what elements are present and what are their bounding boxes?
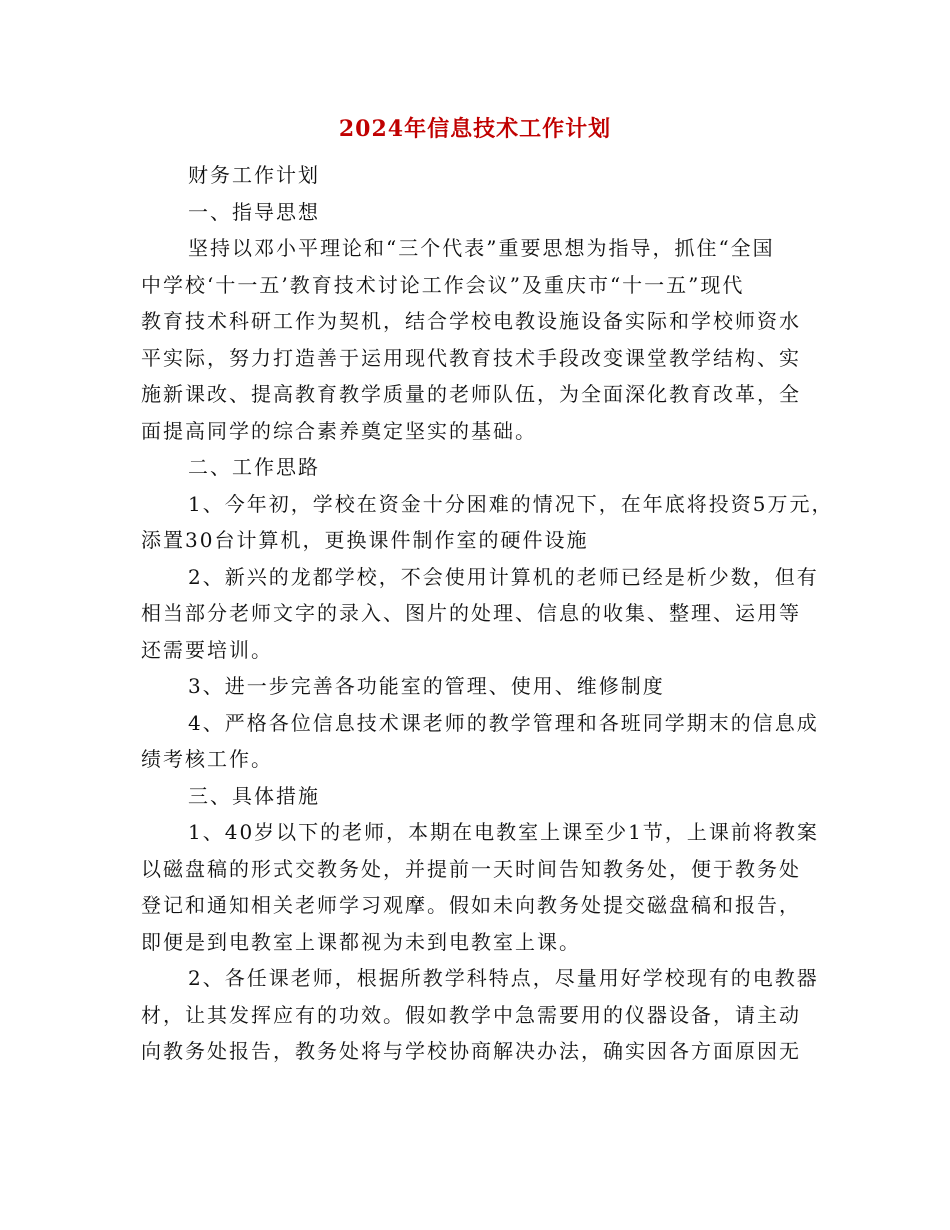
section-heading: 三、具体措施 xyxy=(188,783,320,808)
paragraph-line: 1、40岁以下的老师，本期在电教室上课至少1节，上课前将教案 xyxy=(188,820,819,844)
document-title: 2024年信息技术工作计划 xyxy=(338,116,612,142)
section-heading: 一、指导思想 xyxy=(188,199,320,224)
paragraph-line: 添置30台计算机，更换课件制作室的硬件设施 xyxy=(141,528,589,552)
paragraph-line: 坚持以邓小平理论和“三个代表”重要思想为指导，抓住“全国 xyxy=(188,236,775,260)
paragraph-line: 4、严格各位信息技术课老师的教学管理和各班同学期末的信息成 xyxy=(188,710,819,735)
paragraph-line: 绩考核工作。 xyxy=(141,747,273,771)
document-body xyxy=(141,157,834,1070)
paragraph-line: 1、今年初，学校在资金十分困难的情况下，在年底将投资5万元， xyxy=(188,491,834,516)
paragraph-heading: 财务工作计划 xyxy=(188,163,320,187)
paragraph-line: 2、新兴的龙都学校，不会使用计算机的老师已经是析少数，但有 xyxy=(188,564,819,589)
paragraph-line: 中学校‘十一五’教育技术讨论工作会议”及重庆市“十一五”现代 xyxy=(141,272,745,297)
paragraph-line: 面提高同学的综合素养奠定坚实的基础。 xyxy=(141,418,537,443)
paragraph-line: 施新课改、提高教育教学质量的老师队伍，为全面深化教育改革，全 xyxy=(141,382,801,406)
paragraph-line: 平实际，努力打造善于运用现代教育技术手段改变课堂教学结构、实 xyxy=(141,345,801,370)
paragraph-line: 即便是到电教室上课都视为未到电教室上课。 xyxy=(141,929,581,954)
paragraph-line: 登记和通知相关老师学习观摩。假如未向教务处提交磁盘稿和报告， xyxy=(141,893,801,917)
paragraph-line: 材，让其发挥应有的功效。假如教学中急需要用的仪器设备，请主动 xyxy=(141,1002,801,1027)
section-heading: 二、工作思路 xyxy=(188,455,320,479)
paragraph-line: 向教务处报告，教务处将与学校协商解决办法，确实因各方面原因无 xyxy=(141,1039,801,1063)
paragraph-line: 相当部分老师文字的录入、图片的处理、信息的收集、整理、运用等 xyxy=(141,601,801,625)
paragraph-line: 3、进一步完善各功能室的管理、使用、维修制度 xyxy=(188,674,665,698)
paragraph-line: 2、各任课老师，根据所教学科特点，尽量用好学校现有的电教器 xyxy=(188,966,819,990)
paragraph-line: 以磁盘稿的形式交教务处，并提前一天时间告知教务处，便于教务处 xyxy=(141,856,801,881)
paragraph-line: 教育技术科研工作为契机，结合学校电教设施设备实际和学校师资水 xyxy=(141,309,801,333)
paragraph-line: 还需要培训。 xyxy=(141,637,273,662)
